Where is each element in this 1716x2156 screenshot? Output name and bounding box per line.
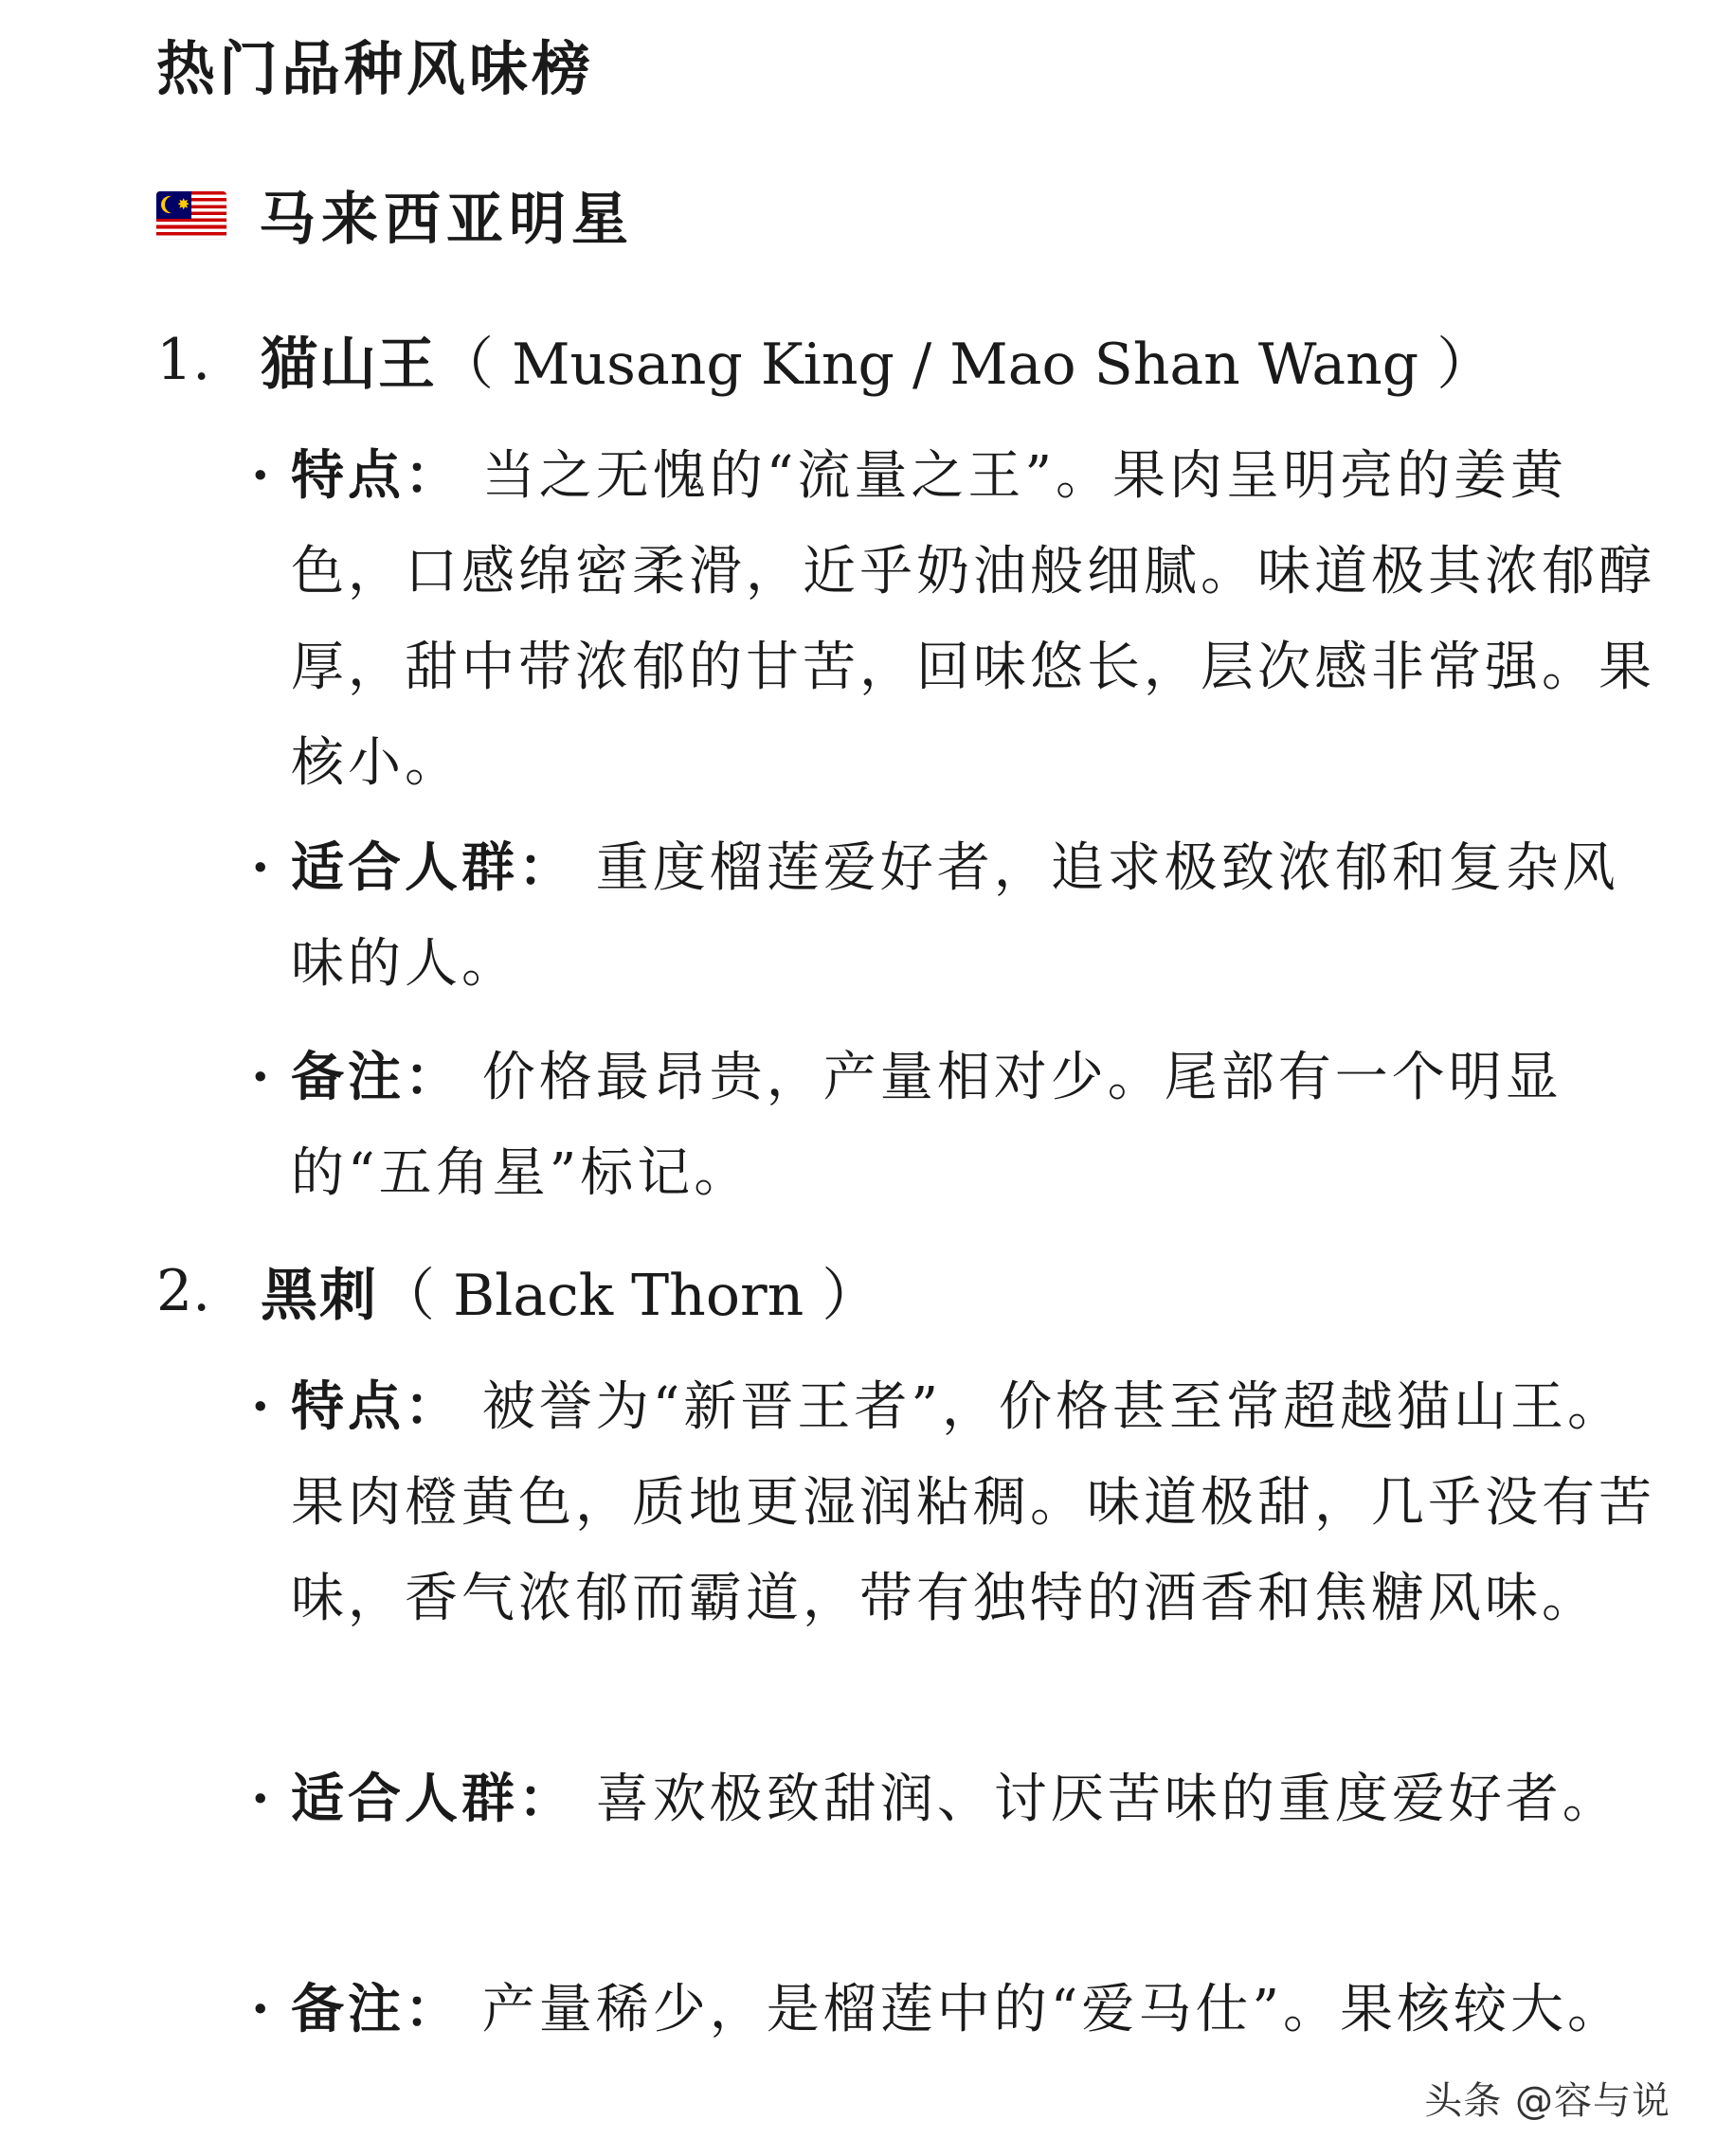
watermark: 头条 @容与说 (1424, 2079, 1671, 2123)
bullet-dot: · (251, 836, 274, 899)
bullet-item (251, 1030, 1672, 1221)
bullet-item (251, 1962, 1672, 2057)
bullet-text: 价格最昂贵，产量相对少。尾部有一个明显的“五角星”标记。 (291, 1047, 1562, 1204)
bullet-text: 喜欢极致甜润、讨厌苦味的重度爱好者。 (575, 1769, 1619, 1830)
page-title: 热门品种风味榜 (156, 34, 595, 103)
bullet-dot: · (251, 1978, 274, 2040)
section-header (156, 172, 634, 258)
bullet-label: 适合人群： (291, 1768, 575, 1830)
bullet-item (251, 1359, 1672, 1646)
bullet-dot: · (251, 1046, 274, 1108)
bullet-label: 备注： (291, 1978, 461, 2040)
item-name-cn: 黑刺 (261, 1263, 378, 1329)
malaysia-flag-icon: ✸ (156, 191, 226, 239)
bullet-text: 重度榴莲爱好者，追求极致浓郁和复杂风味的人。 (291, 837, 1619, 995)
item-name-en: （ Black Thorn ） (378, 1263, 879, 1329)
bullet-dot: · (251, 1375, 274, 1438)
list-item-number: 2. (156, 1258, 211, 1324)
item-name-en: （ Musang King / Mao Shan Wang ） (437, 332, 1494, 398)
list-item-heading (156, 313, 1493, 407)
section-title: 马来西亚明星 (259, 187, 634, 253)
bullet-item (251, 820, 1672, 1012)
bullet-item (251, 1752, 1672, 1847)
bullet-label: 特点： (291, 1375, 461, 1438)
list-item-number: 1. (156, 327, 211, 393)
bullet-text: 产量稀少，是榴莲中的“爱马仕”。果核较大。 (461, 1979, 1625, 2040)
bullet-item (251, 428, 1672, 811)
bullet-text: 当之无愧的“流量之王”。果肉呈明亮的姜黄色，口感绵密柔滑，近乎奶油般细腻。味道极其浓郁醇厚，甜中带浓郁的甘苦，回味悠长，层次感非常强。果核小。 (291, 445, 1655, 794)
list-item-heading (156, 1244, 878, 1339)
bullet-label: 备注： (291, 1046, 461, 1108)
bullet-label: 特点： (291, 444, 461, 507)
bullet-text: 被誉为“新晋王者”，价格甚至常超越猫山王。果肉橙黄色，质地更湿润粘稠。味道极甜，几乎没有苦味，香气浓郁而霸道，带有独特的酒香和焦糖风味。 (291, 1376, 1655, 1629)
bullet-label: 适合人群： (291, 836, 575, 899)
bullet-dot: · (251, 1768, 274, 1830)
bullet-dot: · (251, 444, 274, 507)
list-item-name (261, 1250, 878, 1332)
list-item-name (261, 319, 1493, 401)
item-name-cn: 猫山王 (261, 332, 437, 398)
